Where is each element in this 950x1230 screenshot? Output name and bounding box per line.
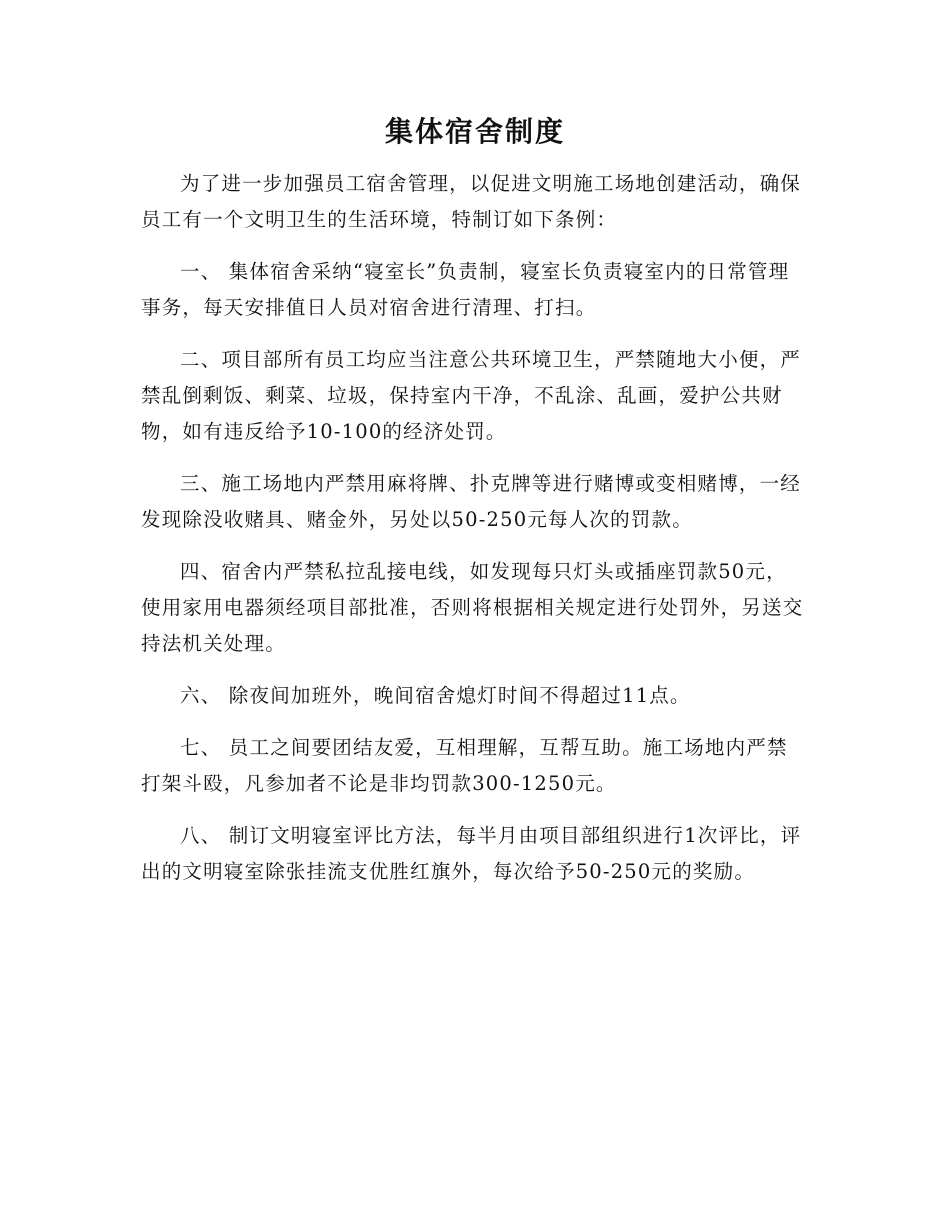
paragraph-rule-6: 六、 除夜间加班外，晚间宿舍熄灯时间不得超过11点。: [180, 684, 691, 707]
paragraph-rule-4: 四、宿舍内严禁私拉乱接电线，如发现每只灯头或插座罚款50元，使用家用电器须经项目部批准，否则将根据相关规定进行处罚外，另送交持法机关处理。: [141, 560, 804, 655]
document-title: 集体宿舍制度: [384, 115, 565, 148]
paragraph-rule-2: 二、项目部所有员工均应当注意公共环境卫生，严禁随地大小便，严禁乱倒剩饭、剩菜、垃圾，保持室内干净，不乱涂、乱画，爱护公共财物，如有违反给予10-100的经济处罚。: [141, 348, 802, 443]
paragraph-intro: 为了进一步加强员工宿舍管理，以促进文明施工场地创建活动，确保员工有一个文明卫生的生活环境，特制订如下条例：: [141, 172, 802, 231]
paragraph-rule-3: 三、施工场地内严禁用麻将牌、扑克牌等进行赌博或变相赌博，一经发现除没收赌具、赌金外，另处以50-250元每人次的罚款。: [141, 472, 802, 531]
paragraph-rule-8: 八、 制订文明寝室评比方法，每半月由项目部组织进行1次评比，评出的文明寝室除张挂流支优胜红旗外，每次给予50-250元的奖励。: [141, 824, 802, 883]
paragraph-rule-7: 七、 员工之间要团结友爱，互相理解，互帮互助。施工场地内严禁打架斗殴，凡参加者不论是非均罚款300-1250元。: [141, 736, 788, 795]
document-body: [141, 166, 806, 906]
paragraph-rule-1: 一、 集体宿舍采纳“寝室长”负责制，寝室长负责寝室内的日常管理事务，每天安排值日人员对宿舍进行清理、打扫。: [141, 260, 790, 319]
